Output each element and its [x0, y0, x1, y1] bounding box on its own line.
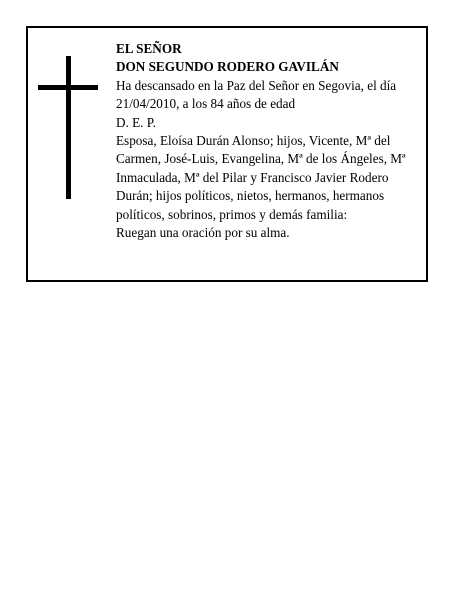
family-list: Esposa, Eloísa Durán Alonso; hijos, Vicente, Mª del Carmen, José-Luis, Evangelina, Mª de los Ángeles, Mª Inmaculada, Mª del Pilar y Francisco Javier Rodero Durán; hijos políticos, nietos, hermanos, hermanos políticos, sobrinos, primos y demás familia:	[116, 133, 406, 222]
obituary-notice	[26, 26, 428, 282]
cross-vertical-bar	[66, 56, 71, 199]
notice-text-block	[116, 40, 421, 242]
prayer-request: Ruegan una oración por su alma.	[116, 225, 290, 241]
deceased-title: EL SEÑOR	[116, 41, 182, 56]
cross-horizontal-bar	[38, 85, 98, 90]
death-announcement: Ha descansado en la Paz del Señor en Segovia, el día 21/04/2010, a los 84 años de edad	[116, 77, 397, 112]
deceased-name: DON SEGUNDO RODERO GAVILÁN	[116, 59, 339, 75]
rip-abbreviation: D. E. P.	[116, 114, 156, 130]
